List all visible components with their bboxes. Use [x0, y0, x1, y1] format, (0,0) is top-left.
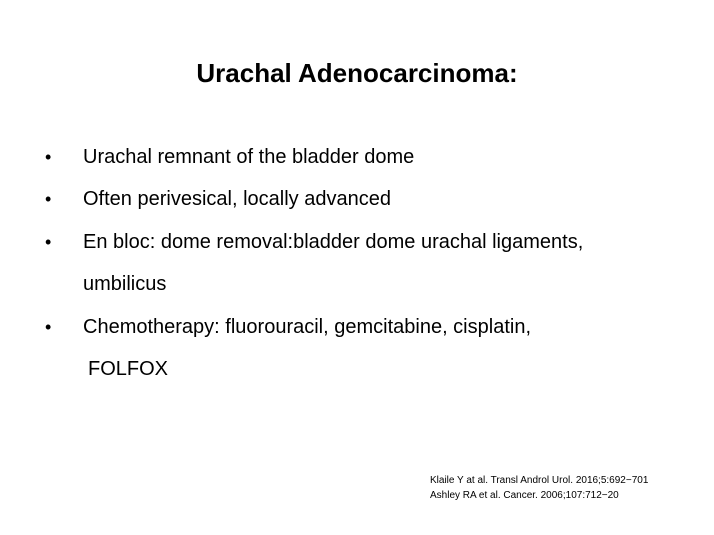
bullet-item: [0, 228, 714, 256]
bullet-text: Often perivesical, locally advanced: [83, 188, 391, 210]
bullet-marker: •: [45, 232, 52, 252]
bullet-text: Urachal remnant of the bladder dome: [83, 146, 415, 168]
slide-title: Urachal Adenocarcinoma:: [196, 58, 518, 88]
bullet-continuation: umbilicus: [83, 273, 167, 295]
bullet-continuation: FOLFOX: [88, 358, 169, 380]
bullet-marker: •: [45, 189, 52, 209]
bullet-item: [0, 313, 714, 341]
bullet-item: [0, 143, 714, 171]
bullet-marker: •: [45, 317, 52, 337]
bullet-marker: •: [45, 147, 52, 167]
bullet-text: En bloc: dome removal:bladder dome urachal ligaments,: [83, 231, 584, 253]
bullet-text: Chemotherapy: fluorouracil, gemcitabine, cisplatin,: [83, 316, 531, 338]
references: [430, 473, 648, 503]
bullet-item: [0, 185, 714, 213]
reference-line: Ashley RA et al. Cancer. 2006;107:712−20: [430, 490, 619, 501]
reference-line: Klaile Y at al. Transl Androl Urol. 2016;5:692−701: [430, 475, 649, 486]
